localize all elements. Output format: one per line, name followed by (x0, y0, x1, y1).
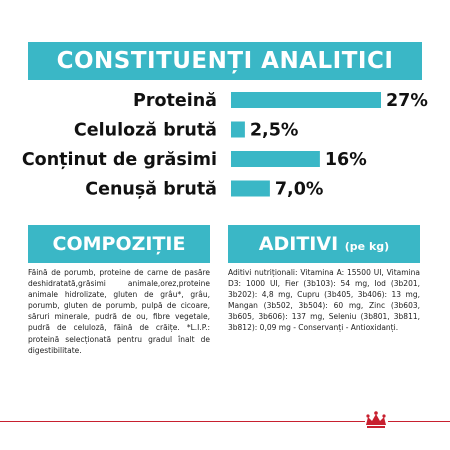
bottom-rule-right (388, 421, 450, 422)
bar (231, 181, 270, 197)
additives-title: ADITIVI (258, 233, 339, 255)
bar (231, 151, 320, 167)
value-label: 2,5% (249, 120, 299, 141)
bottom-rule-left (0, 421, 365, 422)
composition-header (28, 225, 210, 263)
category-label: Proteină (133, 91, 217, 111)
composition-title: COMPOZIȚIE (52, 233, 186, 255)
bar (231, 122, 245, 138)
category-label: Cenușă brută (85, 179, 217, 200)
value-label: 27% (386, 91, 428, 111)
analytic-constituents-banner: CONSTITUENȚI ANALITICI (28, 42, 422, 80)
bar (231, 92, 381, 108)
royal-canin-crown-icon (363, 410, 389, 430)
category-label: Celuloză brută (73, 120, 217, 141)
category-label: Conținut de grăsimi (21, 150, 217, 170)
analytic-constituents-chart (0, 86, 450, 206)
value-label: 7,0% (274, 179, 324, 200)
additives-text: Aditivi nutriționali: Vitamina A: 15500 UI, Vitamina D3: 1000 UI, Fier (3b103): 54 mg, Iod (3b201, 3b202): 4,8 mg, Cupru (3b405, 3b406): 13 mg, Mangan (3b502, 3b504): 60 mg, Zinc (3b603, 3b605, 3b606): 137 mg, Seleniu (3b801, 3b811, 3b812): 0,09 mg - Conservanți - Antioxidanți. (228, 268, 420, 333)
additives-unit: (pe kg) (344, 240, 390, 253)
additives-header (228, 225, 420, 263)
value-label: 16% (324, 150, 367, 170)
composition-text: Făină de porumb, proteine de carne de pasăre deshidratată,grăsimi animale,orez,proteine animale hidrolizate, gluten de grâu*, grâu, porumb, gluten de porumb, pulpă de cicoare, săruri minerale, pudră de ou, fibre vegetale, pudră de celuloză, făină de crăițe. *L.I.P.: proteină selecționată pentru gradul înalt de digestibilitate. (28, 268, 210, 355)
